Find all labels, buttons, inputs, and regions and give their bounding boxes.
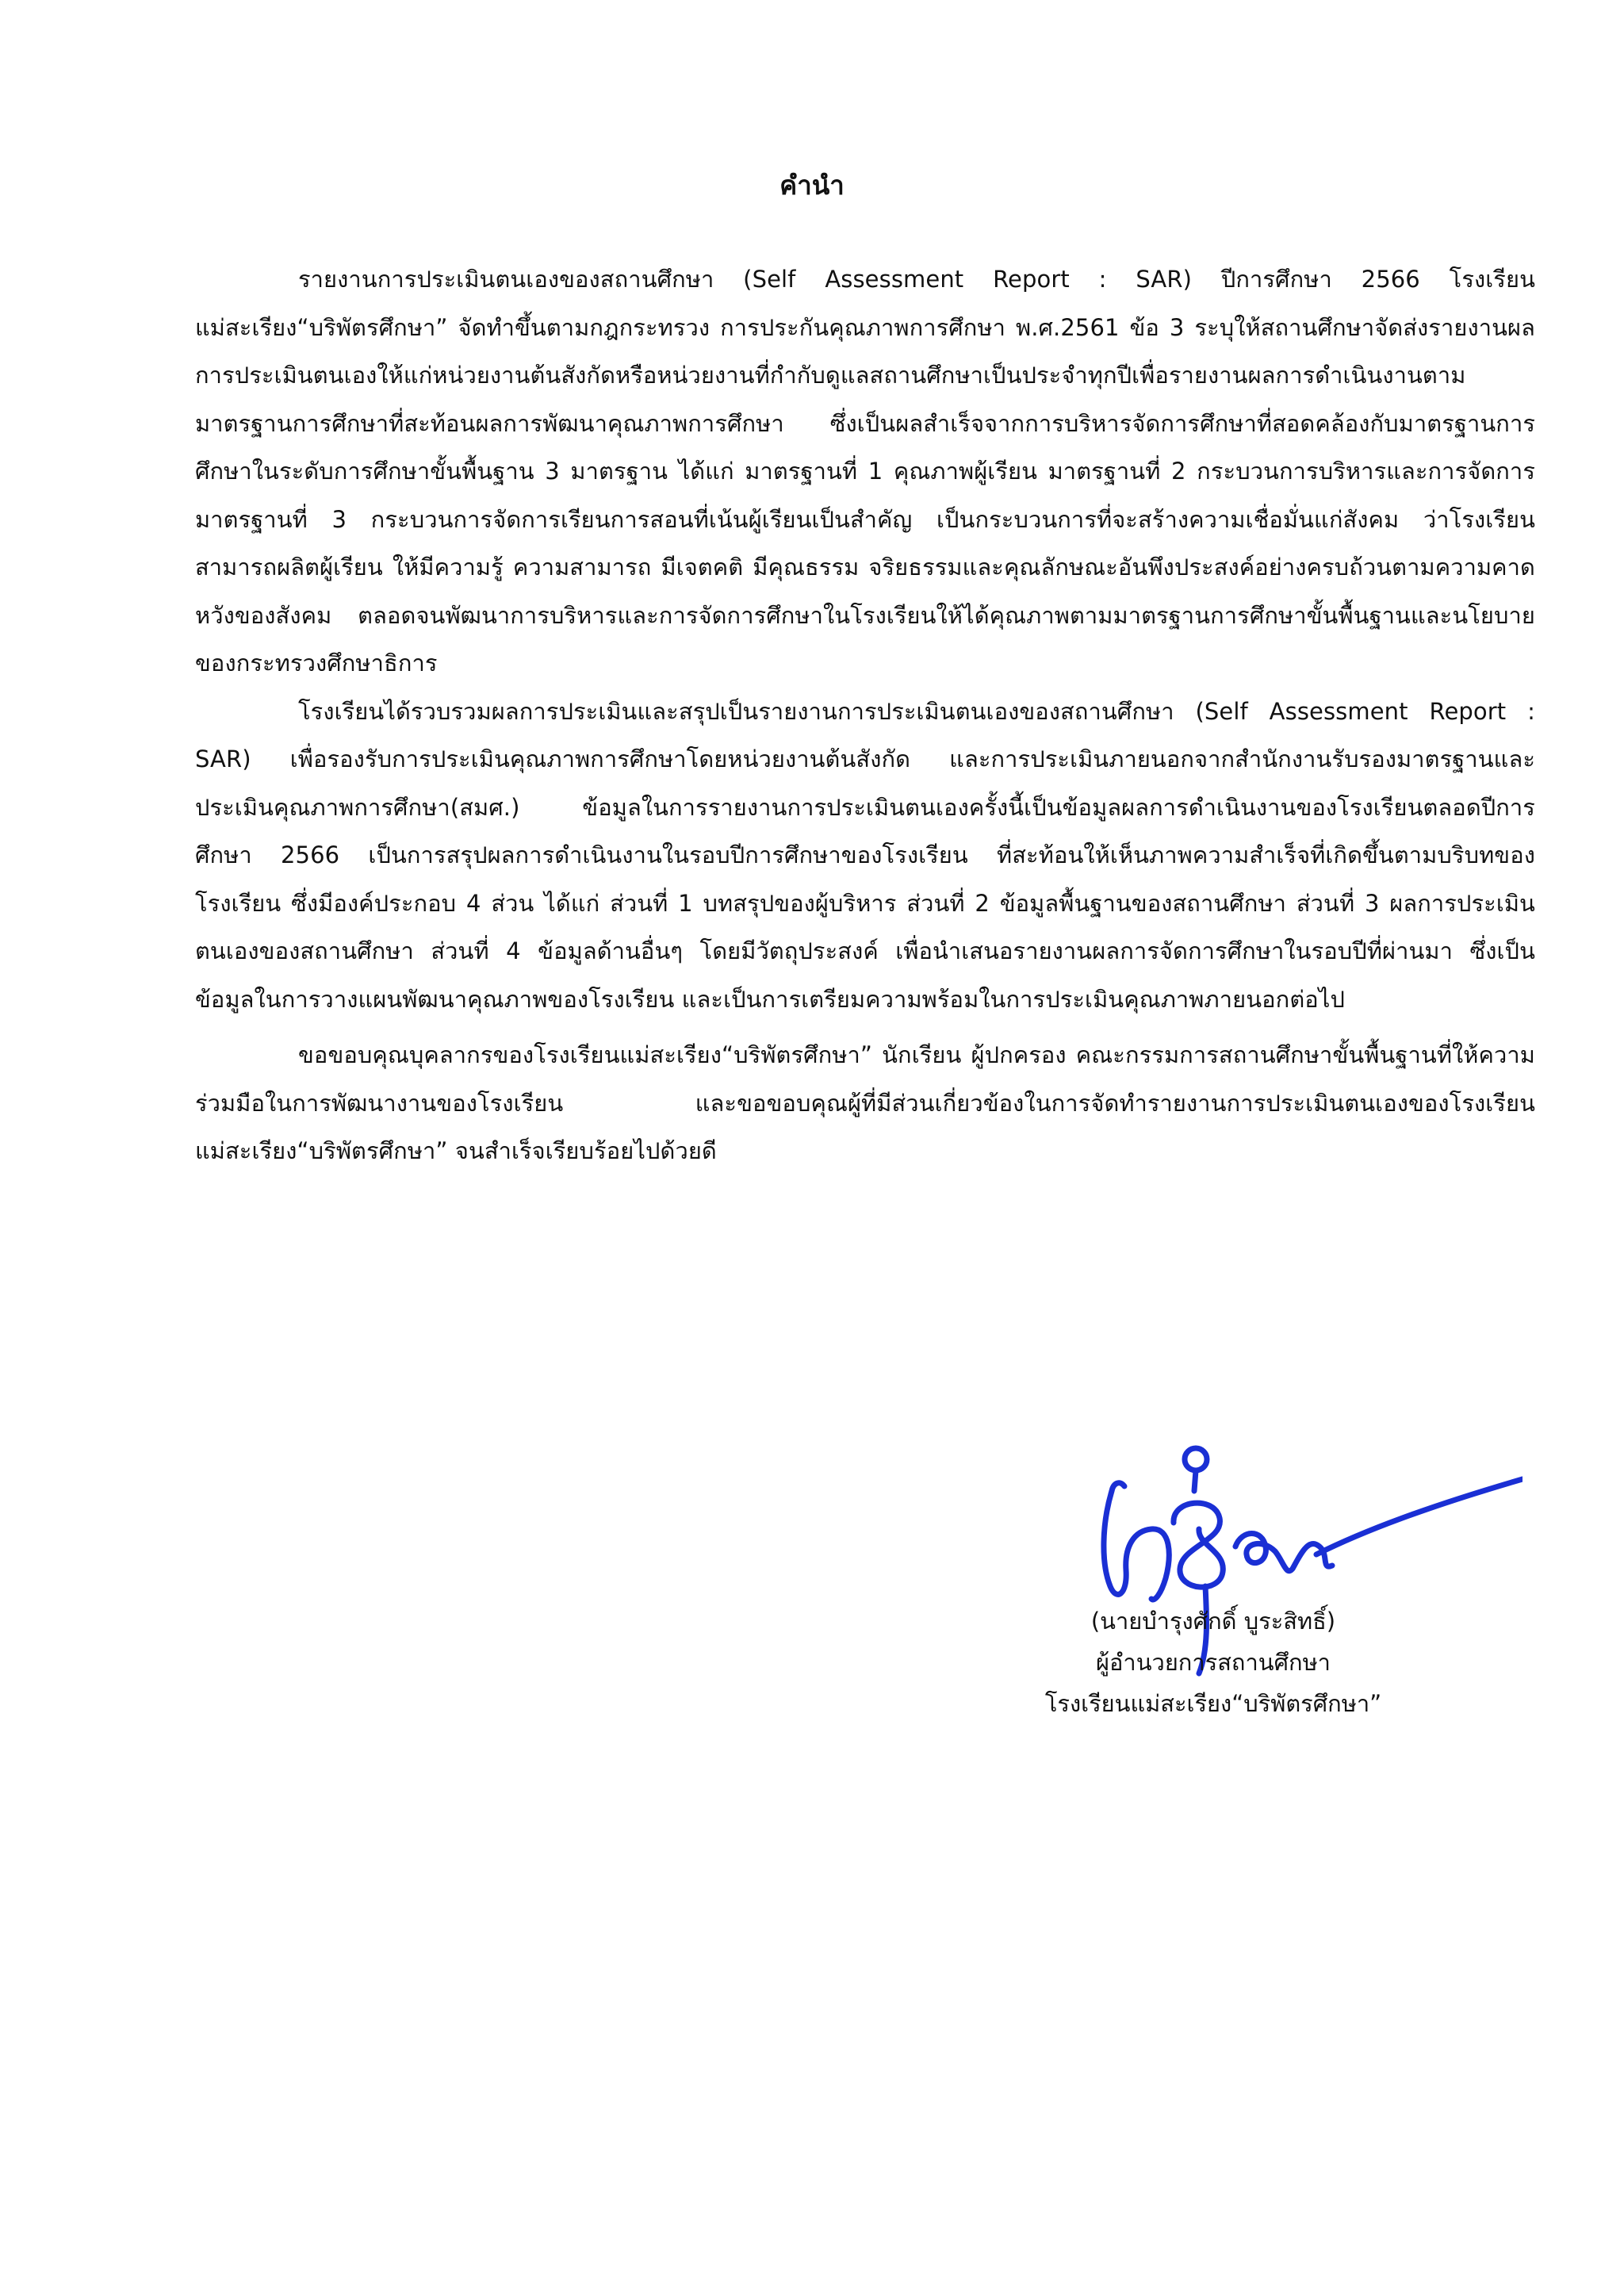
signatory-name: (นายบำรุงศักดิ์ บูระสิทธิ์) xyxy=(1090,1608,1336,1635)
paragraph-acknowledgement: ขอขอบคุณบุคลากรของโรงเรียนแม่สะเรียง“บริพัตรศึกษา” นักเรียน ผู้ปกครอง คณะกรรมการสถานศึกษาขั้นพื้นฐานที่ให้ความร่วมมือในการพัฒนางานของโรงเรียน และขอขอบคุณผู้ที่มีส่วนเกี่ยวข้องในการจัดทำรายงานการประเมินตนเองของโรงเรียนแม่สะเรียง“บริพัตรศึกษา” จนสำเร็จเรียบร้อยไปด้วยดี xyxy=(195,1041,1535,1164)
signature-block xyxy=(991,1600,1435,1724)
paragraph-compilation: โรงเรียนได้รวบรวมผลการประเมินและสรุปเป็นรายงานการประเมินตนเองของสถานศึกษา (Self Assessment Report : SAR) เพื่อรองรับการประเมินคุณภาพการศึกษาโดยหน่วยงานต้นสังกัด และการประเมินภายนอกจากสำนักงานรับรองมาตรฐานและประเมินคุณภาพการศึกษา(สมศ.) ข้อมูลในการรายงานการประเมินตนเองครั้งนี้เป็นข้อมูลผลการดำเนินงานของโรงเรียนตลอดปีการศึกษา 2566 เป็นการสรุปผลการดำเนินงานในรอบปีการศึกษาของโรงเรียน ที่สะท้อนให้เห็นภาพความสำเร็จที่เกิดขึ้นตามบริบทของโรงเรียน ซึ่งมีองค์ประกอบ 4 ส่วน ได้แก่ ส่วนที่ 1 บทสรุปของผู้บริหาร ส่วนที่ 2 ข้อมูลพื้นฐานของสถานศึกษา ส่วนที่ 3 ผลการประเมินตนเองของสถานศึกษา ส่วนที่ 4 ข้อมูลด้านอื่นๆ โดยมีวัตถุประสงค์ เพื่อนำเสนอรายงานผลการจัดการศึกษาในรอบปีที่ผ่านมา ซึ่งเป็นข้อมูลในการวางแผนพัฒนาคุณภาพของโรงเรียน และเป็นการเตรียมความพร้อมในการประเมินคุณภาพภายนอกต่อไป xyxy=(195,697,1535,1013)
document-title: คำนำ xyxy=(779,170,845,201)
signatory-position: ผู้อำนวยการสถานศึกษา xyxy=(1096,1649,1331,1676)
signatory-school: โรงเรียนแม่สะเรียง“บริพัตรศึกษา” xyxy=(1044,1690,1382,1717)
paragraph-introduction: รายงานการประเมินตนเองของสถานศึกษา (Self Assessment Report : SAR) ปีการศึกษา 2566 โรงเรียนแม่สะเรียง“บริพัตรศึกษา” จัดทำขึ้นตามกฎกระทรวง การประกันคุณภาพการศึกษา พ.ศ.2561 ข้อ 3 ระบุให้สถานศึกษาจัดส่งรายงานผลการประเมินตนเองให้แก่หน่วยงานต้นสังกัดหรือหน่วยงานที่กำกับดูแลสถานศึกษาเป็นประจำทุกปีเพื่อรายงานผลการดำเนินงานตามมาตรฐานการศึกษาที่สะท้อนผลการพัฒนาคุณภาพการศึกษา ซึ่งเป็นผลสำเร็จจากการบริหารจัดการศึกษาที่สอดคล้องกับมาตรฐานการศึกษาในระดับการศึกษาขั้นพื้นฐาน 3 มาตรฐาน ได้แก่ มาตรฐานที่ 1 คุณภาพผู้เรียน มาตรฐานที่ 2 กระบวนการบริหารและการจัดการ มาตรฐานที่ 3 กระบวนการจัดการเรียนการสอนที่เน้นผู้เรียนเป็นสำคัญ เป็นกระบวนการที่จะสร้างความเชื่อมั่นแก่สังคม ว่าโรงเรียนสามารถผลิตผู้เรียน ให้มีความรู้ ความสามารถ มีเจตคติ มีคุณธรรม จริยธรรมและคุณลักษณะอันพึงประสงค์อย่างครบถ้วนตามความคาดหวังของสังคม ตลอดจนพัฒนาการบริหารและการจัดการศึกษาในโรงเรียนให้ได้คุณภาพตามมาตรฐานการศึกษาขั้นพื้นฐานและนโยบายของกระทรวงศึกษาธิการ xyxy=(195,266,1535,677)
document-body xyxy=(195,255,1535,1175)
